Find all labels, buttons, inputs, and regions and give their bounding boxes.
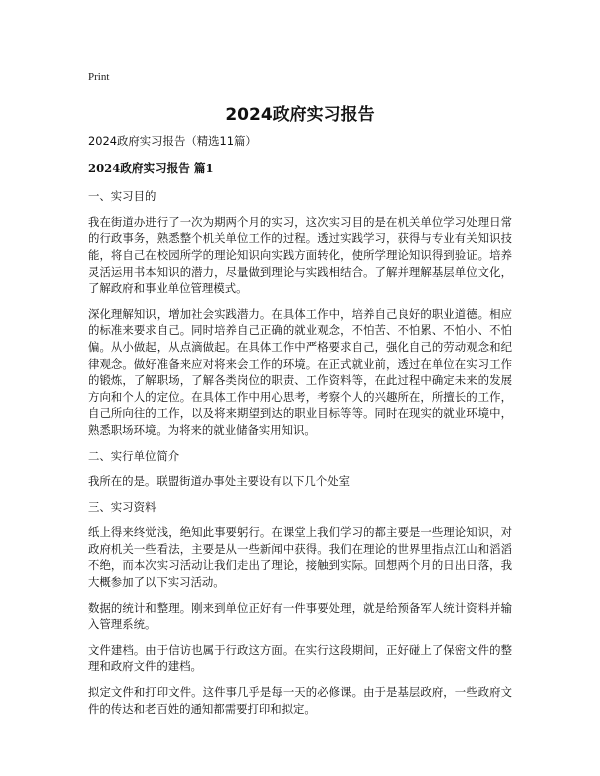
- section-title: 2024政府实习报告 篇1: [88, 160, 214, 175]
- document-subtitle: 2024政府实习报告（精选11篇）: [88, 134, 257, 148]
- document-title: 2024政府实习报告: [225, 105, 375, 125]
- paragraph: 文件建档。由于信访也属于行政这方面。在实行这段期间，正好碰上了保密文件的整理和政府文件的建档。: [88, 642, 512, 674]
- print-link[interactable]: Print: [88, 71, 110, 83]
- paragraph: 我所在的是。联盟街道办事处主要设有以下几个处室: [88, 474, 350, 489]
- document-body: [88, 133, 512, 726]
- paragraph: 我在街道办进行了一次为期两个月的实习，这次实习目的是在机关单位学习处理日常的行政事务，熟悉整个机关单位工作的过程。透过实践学习，获得与专业有关知识技能，将自己在校园所学的理论知识向实践方面转化，使所学理论知识得到验证。培养灵活运用书本知识的潜力，尽量做到理论与实践相结合。了解并理解基层单位文化，了解政府和事业单位管理模式。: [88, 214, 512, 296]
- heading-internship-materials: 三、实习资料: [88, 499, 157, 514]
- paragraph: 纸上得来终觉浅，绝知此事要躬行。在课堂上我们学习的都主要是一些理论知识，对政府机关一些看法，主要是从一些新闻中获得。我们在理论的世界里指点江山和滔滔不绝，而本次实习活动让我们走出了理论，接触到实际。回想两个月的日出日落，我大概参加了以下实习活动。: [88, 525, 512, 590]
- heading-unit-intro: 二、实行单位简介: [88, 448, 180, 463]
- paragraph: 深化理解知识，增加社会实践潜力。在具体工作中，培养自己良好的职业道德。相应的标准来要求自己。同时培养自己正确的就业观念，不怕苦、不怕累、不怕小、不怕偏。从小做起，从点滴做起。在具体工作中严格要求自己，强化自己的劳动观念和纪律观念。做好准备来应对将来会工作的环境。在正式就业前，透过在单位在实习工作的锻炼，了解职场，了解各类岗位的职责、工作资料等，在此过程中确定未来的发展方向和个人的定位。在具体工作中用心思考，考察个人的兴趣所在，所擅长的工作，自己所向往的工作，以及将来期望到达的职业目标等等。同时在现实的就业环境中，熟悉职场环境。为将来的就业储备实用知识。: [88, 306, 512, 437]
- paragraph: 数据的统计和整理。刚来到单位正好有一件事要处理，就是给预备军人统计资料并输入管理系统。: [88, 600, 512, 632]
- paragraph: 拟定文件和打印文件。这件事几乎是每一天的必修课。由于是基层政府，一些政府文件的传达和老百姓的通知都需要打印和拟定。: [88, 685, 512, 716]
- heading-internship-purpose: 一、实习目的: [88, 189, 157, 204]
